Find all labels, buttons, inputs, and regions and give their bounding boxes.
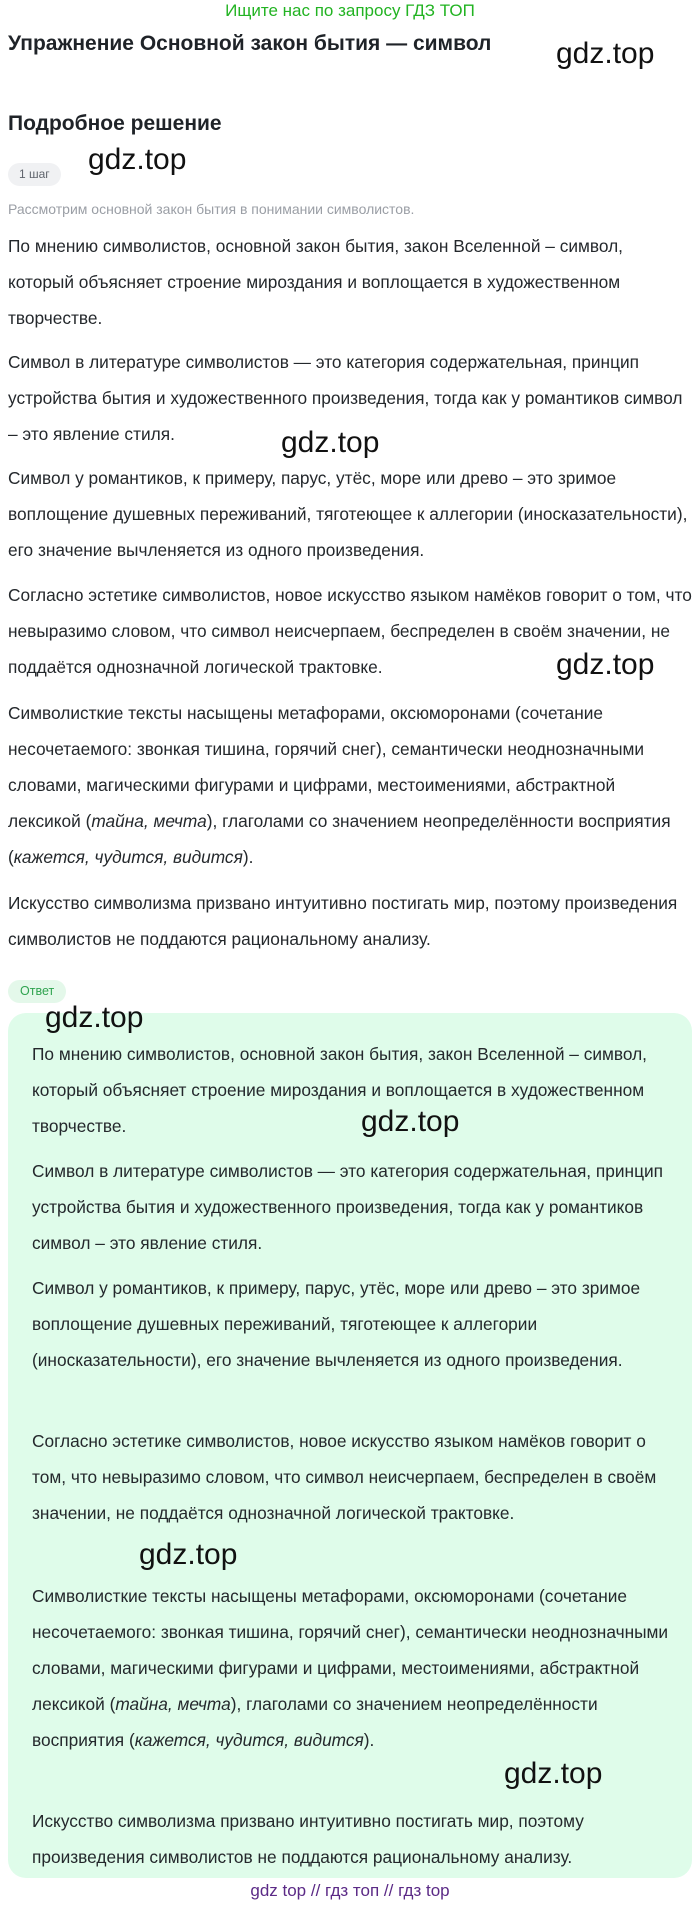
section-title: Подробное решение [8, 112, 222, 135]
footer-link[interactable]: гдз top [398, 1881, 450, 1900]
watermark: gdz.top [139, 1538, 238, 1571]
watermark: gdz.top [361, 1105, 460, 1138]
footer-link[interactable]: гдз топ [325, 1881, 380, 1900]
answer-paragraph: Искусство символизма призвано интуитивно постигать мир, поэтому произведения символистов не поддаются рациональному анализу. [32, 1811, 584, 1867]
step-intro: Рассмотрим основной закон бытия в понимании символистов. [8, 201, 415, 217]
answer-paragraph: Символ у романтиков, к примеру, парус, утёс, море или древо – это зримое воплощение душевных переживаний, тяготеющее к аллегории (иносказательности), его значение вычленяется из одного произведения. [32, 1278, 641, 1370]
step-badge: 1 шаг [8, 163, 61, 186]
footer-separator: // [310, 1881, 321, 1900]
watermark: gdz.top [281, 426, 380, 459]
answer-paragraph: Символисткие тексты насыщены метафорами, оксюморонами (сочетание несочетаемого: звонкая тишина, горячий снег), семантически неоднозначными словами, магическими фигурами и цифрами, местоимениями, абстрактной лексикой (тайна, мечта), глаголами со значением неопределённости восприятия (кажется, чудится, видится). [32, 1586, 669, 1750]
watermark: gdz.top [556, 37, 655, 70]
answer-paragraph: По мнению символистов, основной закон бытия, закон Вселенной – символ, который объясняет строение мироздания и воплощается в художественном творчестве. [32, 1044, 647, 1136]
footer-links [0, 1880, 700, 1902]
page-title: Упражнение Основной закон бытия — символ [8, 32, 492, 55]
solution-paragraph: Согласно эстетике символистов, новое искусство языком намёков говорит о том, что невыразимо словом, что символ неисчерпаем, беспределен в своём значении, не поддаётся однозначной логической трактовке. [8, 585, 692, 677]
watermark: gdz.top [88, 143, 187, 176]
answer-paragraph: Согласно эстетике символистов, новое искусство языком намёков говорит о том, что невыразимо словом, что символ неисчерпаем, беспределен в своём значении, не поддаётся однозначной логической трактовке. [32, 1431, 657, 1523]
watermark: gdz.top [504, 1757, 603, 1790]
solution-paragraph: Символ у романтиков, к примеру, парус, утёс, море или древо – это зримое воплощение душевных переживаний, тяготеющее к аллегории (иносказательности), его значение вычленяется из одного произведения. [8, 468, 688, 560]
watermark: gdz.top [45, 1001, 144, 1034]
answer-badge: Ответ [8, 980, 66, 1003]
solution-paragraph: Символ в литературе символистов — это категория содержательная, принцип устройства бытия и художественного произведения, тогда как у романтиков символ – это явление стиля. [8, 352, 683, 444]
footer-separator: // [383, 1881, 394, 1900]
solution-paragraph: По мнению символистов, основной закон бытия, закон Вселенной – символ, который объясняет строение мироздания и воплощается в художественном творчестве. [8, 236, 623, 328]
watermark: gdz.top [556, 648, 655, 681]
footer-link[interactable]: gdz top [250, 1881, 307, 1900]
answer-paragraph: Символ в литературе символистов — это категория содержательная, принцип устройства бытия и художественного произведения, тогда как у романтиков символ – это явление стиля. [32, 1161, 663, 1253]
solution-paragraph: Искусство символизма призвано интуитивно постигать мир, поэтому произведения символистов не поддаются рациональному анализу. [8, 893, 678, 949]
solution-paragraph: Символисткие тексты насыщены метафорами, оксюморонами (сочетание несочетаемого: звонкая тишина, горячий снег), семантически неоднозначными словами, магическими фигурами и цифрами, местоимениями, абстрактной лексикой (тайна, мечта), глаголами со значением неопределённости восприятия (кажется, чудится, видится). [8, 703, 671, 867]
search-banner[interactable]: Ищите нас по запросу ГДЗ ТОП [225, 1, 475, 20]
